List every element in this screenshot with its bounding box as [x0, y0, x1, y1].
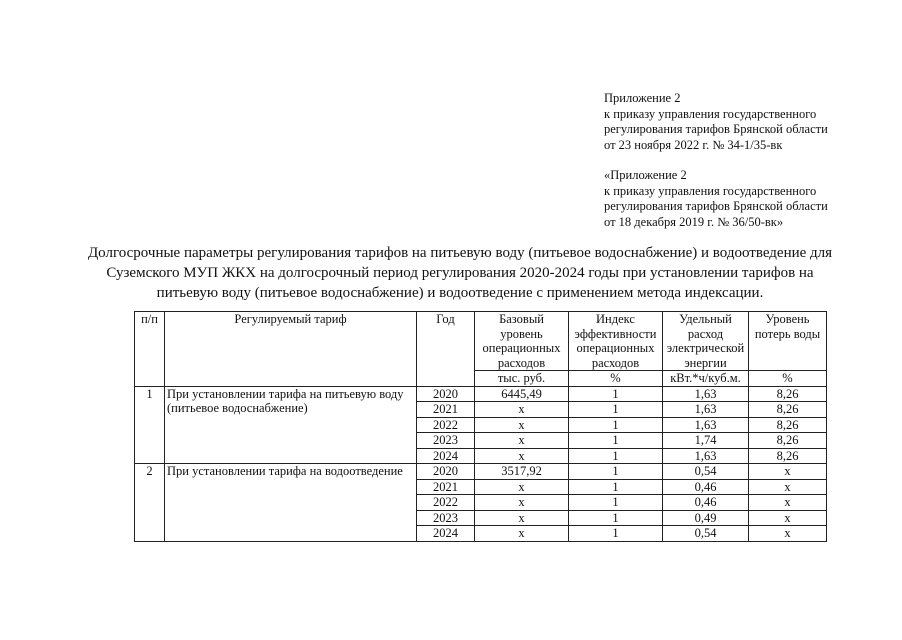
energy-cell: 0,49: [663, 510, 749, 526]
year-cell: 2023: [417, 433, 475, 449]
base-level-cell: 6445,49: [475, 386, 569, 402]
energy-cell: 0,46: [663, 479, 749, 495]
base-level-cell: x: [475, 526, 569, 542]
energy-cell: 1,63: [663, 448, 749, 464]
header-year: Год: [417, 312, 475, 387]
losses-cell: x: [749, 464, 827, 480]
losses-cell: 8,26: [749, 417, 827, 433]
header-num: п/п: [135, 312, 165, 387]
base-level-cell: x: [475, 417, 569, 433]
year-cell: 2020: [417, 464, 475, 480]
base-level-cell: x: [475, 433, 569, 449]
unit-losses: %: [749, 371, 827, 387]
table-row: [135, 464, 827, 480]
year-cell: 2021: [417, 402, 475, 418]
header-efficiency: Индекс эффективности операционных расходов: [569, 312, 663, 371]
energy-cell: 0,54: [663, 526, 749, 542]
energy-cell: 1,63: [663, 417, 749, 433]
annex-line: от 23 ноября 2022 г. № 34-1/35-вк: [604, 137, 783, 152]
year-cell: 2020: [417, 386, 475, 402]
row-number: 2: [135, 464, 165, 542]
title-line: Долгосрочные параметры регулирования тарифов на питьевую воду (питьевое водоснабжение) и водоотведение для: [87, 245, 833, 261]
efficiency-cell: 1: [569, 402, 663, 418]
year-cell: 2024: [417, 526, 475, 542]
losses-cell: 8,26: [749, 386, 827, 402]
efficiency-cell: 1: [569, 495, 663, 511]
table-row: [135, 386, 827, 402]
efficiency-cell: 1: [569, 464, 663, 480]
annex-reference-previous: [604, 168, 828, 230]
efficiency-cell: 1: [569, 433, 663, 449]
energy-cell: 1,74: [663, 433, 749, 449]
annex-line: регулирования тарифов Брянской области: [604, 199, 828, 213]
efficiency-cell: 1: [569, 448, 663, 464]
base-level-cell: x: [475, 510, 569, 526]
losses-cell: 8,26: [749, 402, 827, 418]
base-level-cell: x: [475, 448, 569, 464]
year-cell: 2024: [417, 448, 475, 464]
losses-cell: 8,26: [749, 433, 827, 449]
base-level-cell: x: [475, 402, 569, 418]
unit-base-level: тыс. руб.: [475, 371, 569, 387]
efficiency-cell: 1: [569, 479, 663, 495]
annex-line: от 18 декабря 2019 г. № 36/50-вк»: [604, 214, 784, 229]
header-tariff: Регулируемый тариф: [165, 312, 417, 387]
energy-cell: 0,46: [663, 495, 749, 511]
year-cell: 2022: [417, 495, 475, 511]
title-line: питьевую воду (питьевое водоснабжение) и водоотведение с применением метода индексации.: [156, 285, 764, 301]
losses-cell: x: [749, 495, 827, 511]
title-line: Суземского МУП ЖКХ на долгосрочный период регулирования 2020-2024 годы при установлении тарифов на: [106, 265, 814, 281]
header-energy: Удельный расход электрической энергии: [663, 312, 749, 371]
annex-line: «Приложение 2: [604, 168, 687, 182]
unit-energy: кВт.*ч/куб.м.: [663, 371, 749, 387]
efficiency-cell: 1: [569, 417, 663, 433]
tariff-name: При установлении тарифа на питьевую воду (питьевое водоснабжение): [165, 386, 417, 464]
tariff-name: При установлении тарифа на водоотведение: [165, 464, 417, 542]
annex-line: к приказу управления государственного: [604, 183, 817, 198]
year-cell: 2023: [417, 510, 475, 526]
annex-line: к приказу управления государственного: [604, 106, 817, 121]
document-title: [60, 243, 860, 303]
unit-efficiency: %: [569, 371, 663, 387]
year-cell: 2022: [417, 417, 475, 433]
losses-cell: 8,26: [749, 448, 827, 464]
efficiency-cell: 1: [569, 386, 663, 402]
losses-cell: x: [749, 510, 827, 526]
row-number: 1: [135, 386, 165, 464]
base-level-cell: 3517,92: [475, 464, 569, 480]
losses-cell: x: [749, 526, 827, 542]
annex-line: регулирования тарифов Брянской области: [604, 122, 828, 136]
energy-cell: 1,63: [663, 386, 749, 402]
annex-reference-current: [604, 91, 828, 153]
losses-cell: x: [749, 479, 827, 495]
annex-line: Приложение 2: [604, 91, 681, 105]
parameters-table: [134, 311, 827, 542]
efficiency-cell: 1: [569, 526, 663, 542]
efficiency-cell: 1: [569, 510, 663, 526]
header-base-level: Базовый уровень операционных расходов: [475, 312, 569, 371]
year-cell: 2021: [417, 479, 475, 495]
energy-cell: 0,54: [663, 464, 749, 480]
base-level-cell: x: [475, 479, 569, 495]
energy-cell: 1,63: [663, 402, 749, 418]
base-level-cell: x: [475, 495, 569, 511]
header-losses: Уровень потерь воды: [749, 312, 827, 371]
